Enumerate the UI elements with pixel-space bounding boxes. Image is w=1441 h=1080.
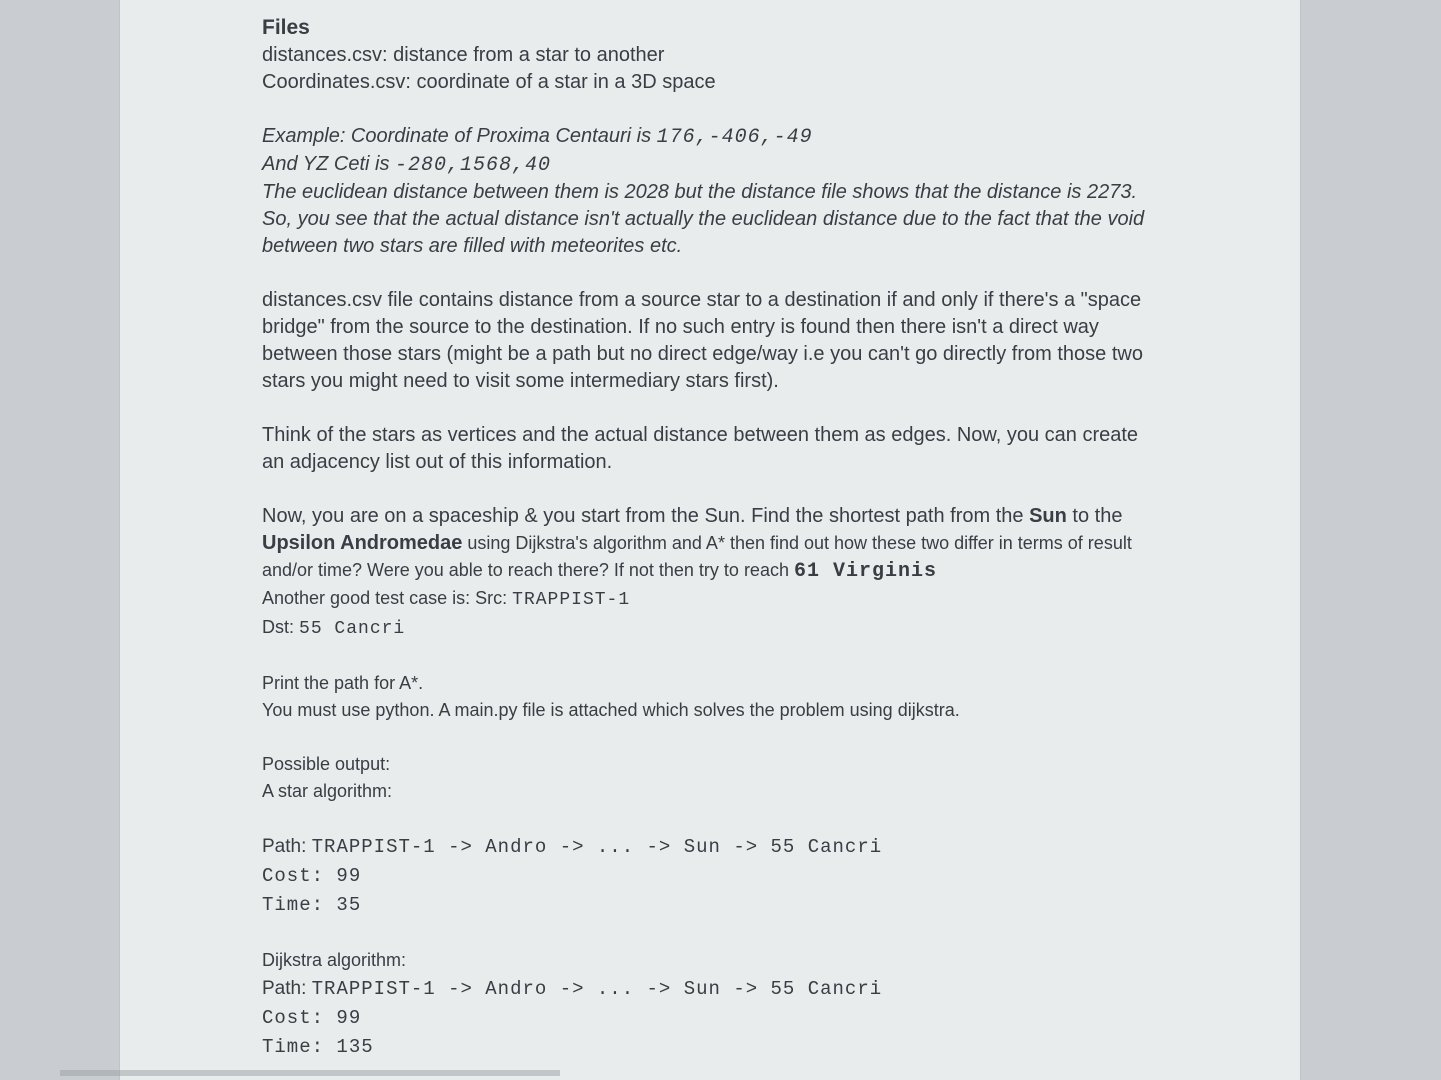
astar-cost: Cost: 99 [262, 865, 362, 887]
coordinates-file-line: Coordinates.csv: coordinate of a star in a 3D space [262, 71, 716, 93]
proxima-prefix: Example: Coordinate of Proxima Centauri is [262, 125, 657, 147]
document-page [120, 0, 1300, 1080]
spacer [262, 96, 1162, 123]
virginis-target: 61 Virginis [793, 560, 937, 583]
task-part2: to the [1066, 505, 1123, 527]
dijkstra-time: Time: 135 [262, 1036, 374, 1058]
page-bottom-edge [60, 1070, 560, 1076]
yz-coords: -280,1568,40 [395, 154, 552, 177]
dst-prefix: Dst: [262, 617, 300, 637]
astar-label: A star algorithm: [262, 781, 393, 801]
task-part3: using Dijkstra's algorithm and A* then find out how these two differ in terms of result and/or time? Were you able to reach there? If not then try to reach [262, 533, 1132, 580]
dst-value: 55 Cancri [299, 619, 406, 639]
dijkstra-path: TRAPPIST-1 -> Andro -> ... -> Sun -> 55 Cancri [311, 978, 883, 1000]
spacer [262, 724, 1162, 751]
distances-paragraph: distances.csv file contains distance from a source star to a destination if and only if there's a "space bridge" from the source to the destination. If no such entry is found then there isn't a direct way between those stars (might be a path but no direct edge/way i.e you can't go directly from those two stars you might need to visit some intermediary stars first). [262, 289, 1143, 392]
spacer [262, 643, 1162, 670]
document-content [262, 14, 1162, 1062]
test-src: TRAPPIST-1 [512, 590, 631, 610]
distances-file-line: distances.csv: distance from a star to another [262, 44, 665, 66]
dijkstra-path-line [262, 974, 1162, 1004]
print-path-line: Print the path for A*. [262, 673, 424, 693]
astar-path-label: Path: [262, 836, 312, 857]
spacer [262, 920, 1162, 947]
dijkstra-cost: Cost: 99 [262, 1007, 362, 1029]
spacer [262, 476, 1162, 503]
yz-ceti-line [262, 151, 1162, 179]
task-paragraph [262, 503, 1162, 585]
astar-path: TRAPPIST-1 -> Andro -> ... -> Sun -> 55 Cancri [311, 836, 883, 858]
yz-prefix: And YZ Ceti is [262, 153, 396, 175]
dijkstra-label: Dijkstra algorithm: [262, 950, 407, 970]
astar-time: Time: 35 [262, 894, 362, 916]
proxima-coords: 176,-406,-49 [656, 126, 813, 149]
test-prefix: Another good test case is: Src: [262, 588, 513, 608]
spacer [262, 260, 1162, 287]
dijkstra-path-label: Path: [262, 978, 312, 999]
test-case-line [262, 585, 1162, 614]
proxima-line [262, 123, 1162, 151]
dst-line [262, 614, 1162, 643]
possible-output-label: Possible output: [262, 754, 391, 774]
files-heading: Files [262, 16, 310, 39]
sun-bold: Sun [1029, 505, 1067, 527]
astar-path-line [262, 832, 1162, 862]
euclidean-explanation: The euclidean distance between them is 2028 but the distance file shows that the distance is 2273. So, you see that the actual distance isn't actually the euclidean distance due to the fact that the void between two stars are filled with meteorites etc. [262, 181, 1145, 257]
spacer [262, 805, 1162, 832]
upsilon-andromedae-bold: Upsilon Andromedae [262, 532, 463, 554]
spacer [262, 395, 1162, 422]
task-part1: Now, you are on a spaceship & you start from the Sun. Find the shortest path from the [262, 505, 1030, 527]
graph-paragraph: Think of the stars as vertices and the actual distance between them as edges. Now, you can create an adjacency list out of this information. [262, 424, 1139, 473]
python-line: You must use python. A main.py file is attached which solves the problem using dijkstra. [262, 700, 960, 720]
